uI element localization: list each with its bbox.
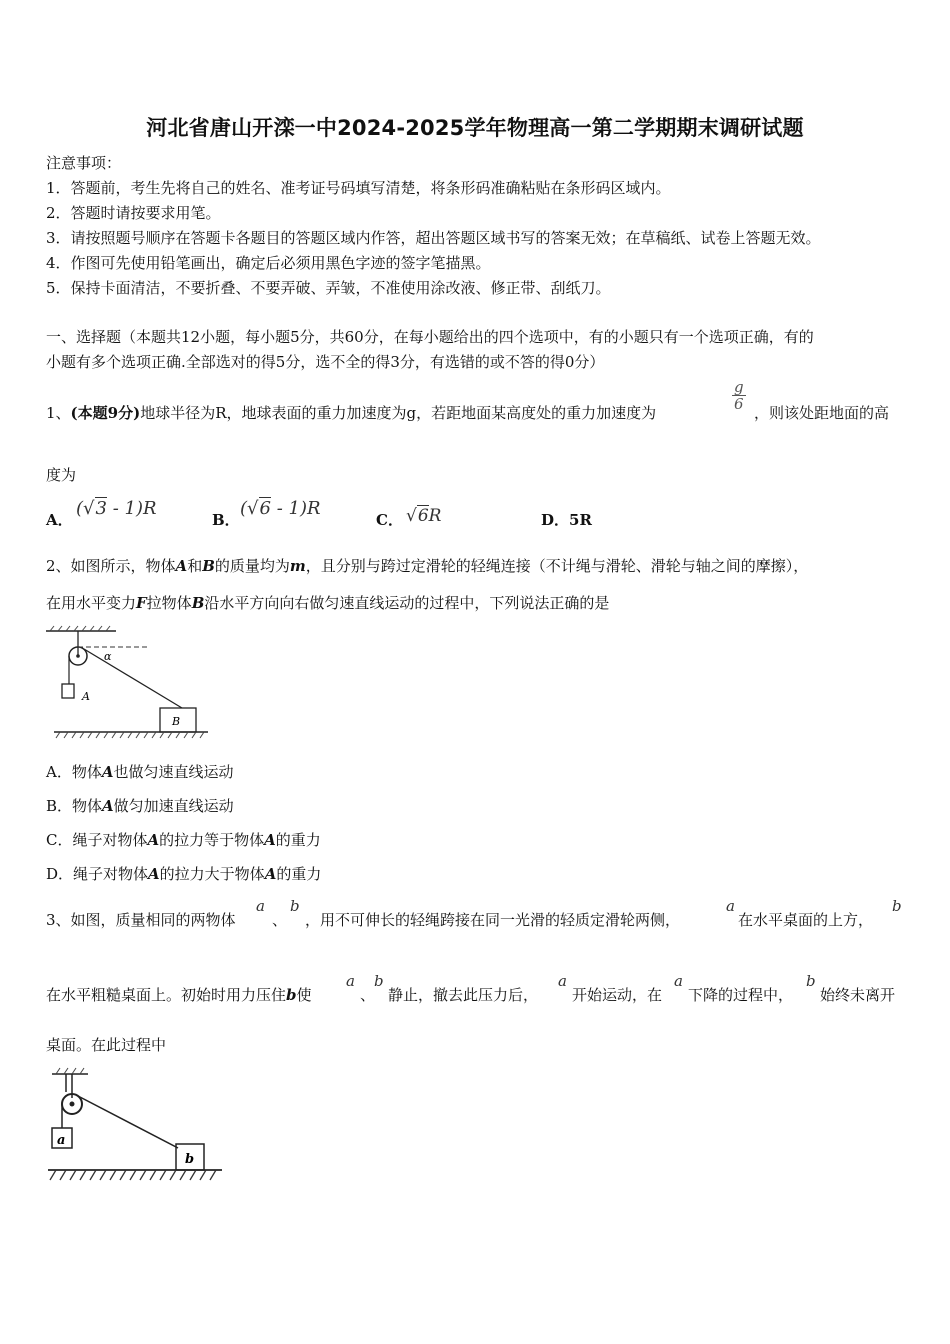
section-intro-line-1: 一、选择题（本题共12小题，每小题5分，共60分，在每小题给出的四个选项中，有的小题只有一个选项正确，有的 — [46, 328, 814, 346]
notice-item: 3．请按照题号顺序在答题卡各题目的答题区域内作答，超出答题区域书写的答案无效；在草稿纸、试卷上答题无效。 — [46, 229, 821, 247]
notice-item: 5．保持卡面清洁，不要折叠、不要弄破、弄皱，不准使用涂改液、修正带、刮纸刀。 — [46, 279, 611, 297]
var-a: a — [558, 972, 567, 990]
question-text: 在水平桌面的上方， — [738, 911, 874, 929]
label-a: A — [82, 690, 90, 703]
question-points: (本题9分) — [70, 404, 141, 422]
option-b: B．物体A做匀加速直线运动 — [46, 797, 234, 815]
option-a: A． — [46, 511, 73, 529]
question-3-stem-line-2: 在水平粗糙桌面上。初始时用力压住b使 — [46, 986, 312, 1004]
label-alpha: α — [104, 650, 112, 663]
question-text: ，用不可伸长的轻绳跨接在同一光滑的轻质定滑轮两侧， — [305, 911, 681, 929]
question-text: 开始运动，在 — [572, 986, 663, 1004]
label-b: b — [185, 1152, 195, 1167]
option-d: D．5R — [541, 511, 592, 529]
notice-heading: 注意事项： — [46, 154, 122, 172]
question-1-stem — [46, 403, 656, 423]
question-3-stem-line-1: 3、如图，质量相同的两物体 — [46, 911, 236, 929]
notice-item: 2．答题时请按要求用笔。 — [46, 204, 221, 222]
label-a: a — [57, 1133, 66, 1148]
var-b: b — [892, 897, 902, 915]
question-text: 、 — [272, 911, 288, 929]
question-text: ，则该处距地面的高 — [754, 404, 890, 422]
question-2-stem-line-2: 在用水平变力F拉物体B沿水平方向向右做匀速直线运动的过程中，下列说法正确的是 — [46, 594, 610, 612]
var-a: a — [256, 897, 265, 915]
fraction-g-over-6: $\frac{g}{6}$ — [734, 378, 744, 413]
page-title: 河北省唐山开滦一中2024-2025学年物理高一第二学期期末调研试题 — [146, 116, 804, 140]
option-b: B． — [212, 511, 240, 529]
question-text: 度为 — [46, 466, 77, 484]
option-b-formula: (√6 - 1)R — [240, 498, 321, 519]
section-intro-line-2: 小题有多个选项正确.全部选对的得5分，选不全的得3分，有选错的或不答的得0分） — [46, 353, 605, 371]
question-text: 静止，撤去此压力后， — [388, 986, 539, 1004]
option-c: C． — [376, 511, 403, 529]
var-b: b — [290, 897, 300, 915]
question-number: 1、 — [46, 404, 71, 422]
pulley-diagram-q3 — [42, 1066, 226, 1186]
pulley-diagram-q2 — [42, 622, 212, 744]
var-a: a — [726, 897, 735, 915]
question-text: 始终未离开 — [820, 986, 896, 1004]
option-d: D．绳子对物体A的拉力大于物体A的重力 — [46, 865, 322, 883]
var-b: b — [374, 972, 384, 990]
question-2-stem-line-1: 2、如图所示，物体A和B的质量均为m，且分别与跨过定滑轮的轻绳连接（不计绳与滑轮、滑轮与轴之间的摩擦）， — [46, 557, 809, 575]
label-b: B — [172, 715, 181, 728]
question-text: 下降的过程中， — [688, 986, 794, 1004]
question-text: 、 — [360, 986, 376, 1004]
option-a-formula: (√3 - 1)R — [76, 498, 157, 519]
notice-item: 4．作图可先使用铅笔画出，确定后必须用黑色字迹的签字笔描黑。 — [46, 254, 491, 272]
var-b: b — [806, 972, 816, 990]
question-3-stem-line-3: 桌面。在此过程中 — [46, 1036, 167, 1054]
option-c: C．绳子对物体A的拉力等于物体A的重力 — [46, 831, 321, 849]
question-text: 地球半径为R，地球表面的重力加速度为g，若距地面某高度处的重力加速度为 — [140, 404, 657, 422]
var-a: a — [674, 972, 683, 990]
option-a: A．物体A也做匀速直线运动 — [46, 763, 234, 781]
var-a: a — [346, 972, 355, 990]
notice-item: 1．答题前，考生先将自己的姓名、准考证号码填写清楚，将条形码准确粘贴在条形码区域内。 — [46, 179, 671, 197]
option-c-formula: √6R — [406, 506, 442, 526]
